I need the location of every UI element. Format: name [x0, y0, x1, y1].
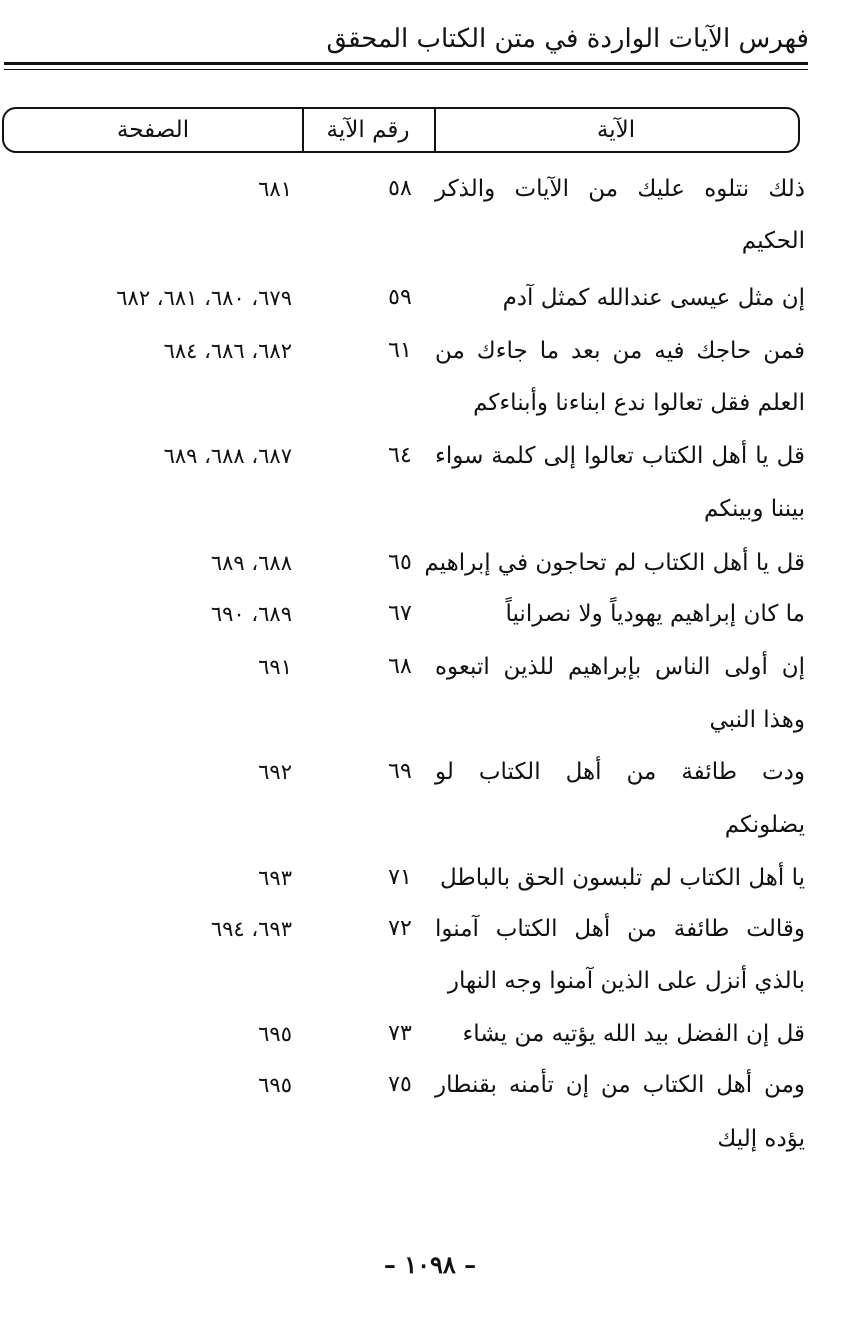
verse-text: وقالت طائفة من أهل الكتاب آمنوا: [435, 916, 805, 942]
table-row: [0, 163, 867, 215]
page-references: ٦٨١: [258, 177, 292, 201]
table-row: [0, 903, 867, 955]
page-references: ٦٩٣، ٦٩٤: [210, 917, 292, 941]
verse-text: إن مثل عيسى عندالله كمثل آدم: [502, 285, 805, 311]
page-references: ٦٨٢، ٦٨٦، ٦٨٤: [163, 339, 292, 363]
verse-text: يضلونكم: [724, 812, 805, 838]
verse-number: ٧٣: [388, 1021, 412, 1046]
table-row: [0, 1113, 867, 1165]
table-row: [0, 1008, 867, 1060]
verse-text: بالذي أنزل على الذين آمنوا وجه النهار: [447, 968, 805, 994]
verse-text: إن أولى الناس بإبراهيم للذين اتبعوه: [435, 654, 805, 680]
table-row: [0, 799, 867, 851]
verse-text: ودت طائفة من أهل الكتاب لو: [435, 759, 805, 785]
column-header-verse: الآية: [596, 117, 636, 143]
verse-text: وهذا النبي: [709, 707, 805, 733]
page-references: ٦٩٥: [258, 1073, 292, 1097]
verse-number: ٧٥: [388, 1072, 412, 1097]
verse-number: ٧١: [388, 865, 412, 890]
verse-text: ومن أهل الكتاب من إن تأمنه بقنطار: [435, 1072, 805, 1098]
column-header-page: الصفحة: [116, 117, 190, 143]
table-row: [0, 955, 867, 1007]
table-row: [0, 537, 867, 589]
table-row: [0, 215, 867, 267]
table-row: [0, 377, 867, 429]
table-row: [0, 430, 867, 482]
verse-text: يؤده إليك: [717, 1126, 805, 1152]
verse-number: ٧٢: [388, 916, 412, 941]
verse-text: الحكيم: [741, 228, 805, 254]
table-row: [0, 852, 867, 904]
verse-number: ٦٩: [388, 759, 412, 784]
page-references: ٦٨٧، ٦٨٨، ٦٨٩: [163, 444, 292, 468]
page-references: ٦٩٢: [258, 760, 292, 784]
verse-text: بيننا وبينكم: [704, 496, 805, 522]
page-references: ٦٧٩، ٦٨٠، ٦٨١، ٦٨٢: [116, 286, 292, 310]
page-references: ٦٨٨، ٦٨٩: [210, 551, 292, 575]
page-references: ٦٩٥: [258, 1022, 292, 1046]
table-row: [0, 325, 867, 377]
page-references: ٦٨٩، ٦٩٠: [210, 602, 292, 626]
verse-number: ٦٧: [388, 601, 412, 626]
verse-text: قل إن الفضل بيد الله يؤتيه من يشاء: [462, 1021, 805, 1047]
table-row: [0, 1059, 867, 1111]
verse-text: ما كان إبراهيم يهودياً ولا نصرانياً: [505, 601, 805, 627]
verse-number: ٦٨: [388, 654, 412, 679]
verse-text: فمن حاجك فيه من بعد ما جاءك من: [435, 338, 805, 364]
verse-number: ٥٩: [388, 285, 412, 310]
verse-text: قل يا أهل الكتاب لم تحاجون في إبراهيم: [424, 550, 805, 576]
verse-text: ذلك نتلوه عليك من الآيات والذكر: [435, 176, 805, 202]
verse-number: ٦٥: [388, 550, 412, 575]
running-header: فهرس الآيات الواردة في متن الكتاب المحقق: [326, 24, 809, 54]
column-header-verse-number: رقم الآية: [326, 117, 410, 143]
table-row: [0, 483, 867, 535]
table-row: [0, 588, 867, 640]
verse-text: قل يا أهل الكتاب تعالوا إلى كلمة سواء: [435, 443, 805, 469]
page-references: ٦٩٣: [258, 866, 292, 890]
table-row: [0, 746, 867, 798]
table-row: [0, 694, 867, 746]
verse-text: العلم فقل تعالوا ندع ابناءنا وأبناءكم: [473, 390, 805, 416]
verse-number: ٦٤: [388, 443, 412, 468]
table-row: [0, 272, 867, 324]
page-references: ٦٩١: [258, 655, 292, 679]
verse-number: ٦١: [388, 338, 412, 363]
page-number: – ١٠٩٨ –: [383, 1250, 477, 1279]
table-row: [0, 641, 867, 693]
verse-number: ٥٨: [388, 176, 412, 201]
verse-text: يا أهل الكتاب لم تلبسون الحق بالباطل: [440, 865, 805, 891]
